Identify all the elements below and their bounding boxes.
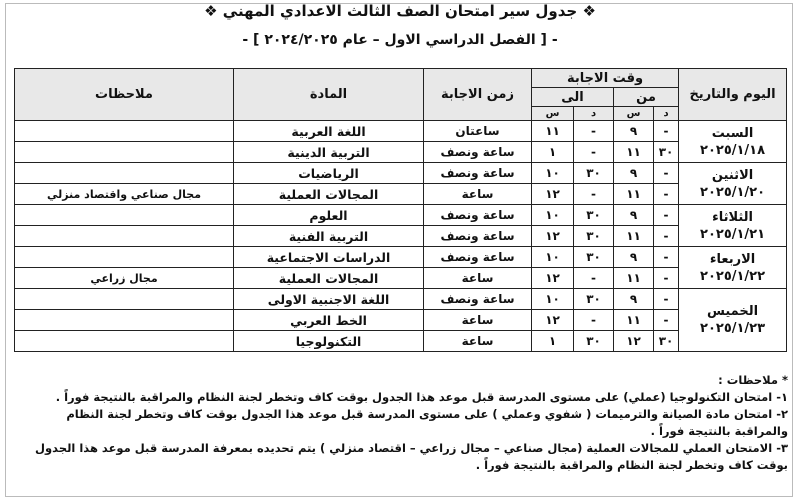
from-minute-cell: - bbox=[654, 121, 679, 142]
note-item: ٣- الامتحان العملي للمجالات العملية (مجال صناعي – مجال زراعي – اقتصاد منزلي ) يتم تحديده بمعرفة المدرسة قبل موعد هذا الجدول بوقت كاف وتخطر لجنة النظام والمراقبة بالنتيجة فوراً . bbox=[35, 441, 788, 472]
to-hour-cell: ١٠ bbox=[532, 247, 574, 268]
to-hour-cell: ١٠ bbox=[532, 205, 574, 226]
subject-cell: التربية الدينية bbox=[234, 142, 424, 163]
subject-cell: العلوم bbox=[234, 205, 424, 226]
header-day-date: اليوم والتاريخ bbox=[679, 69, 787, 121]
subject-cell: التربية الفنية bbox=[234, 226, 424, 247]
from-hour-cell: ٩ bbox=[614, 289, 654, 310]
duration-cell: ساعة ونصف bbox=[424, 226, 532, 247]
header-to: الى bbox=[532, 88, 614, 107]
note-cell bbox=[15, 121, 234, 142]
subject-cell: اللغة العربية bbox=[234, 121, 424, 142]
header-notes: ملاحظات bbox=[15, 69, 234, 121]
day-name: الاربعاء bbox=[709, 251, 756, 267]
exam-date: ٢٠٢٥/١/٢٢ bbox=[700, 268, 766, 284]
to-minute-cell: - bbox=[574, 268, 614, 289]
table-row bbox=[15, 310, 787, 331]
subject-cell: اللغة الاجنبية الاولى bbox=[234, 289, 424, 310]
to-minute-cell: - bbox=[574, 121, 614, 142]
notes-section bbox=[12, 372, 788, 474]
notes-heading: * ملاحظات : bbox=[718, 373, 788, 387]
to-hour-cell: ١٠ bbox=[532, 163, 574, 184]
subject-cell: المجالات العملية bbox=[234, 268, 424, 289]
from-minute-cell: - bbox=[654, 205, 679, 226]
note-cell bbox=[15, 331, 234, 352]
from-minute-cell: - bbox=[654, 163, 679, 184]
table-row bbox=[15, 163, 787, 184]
duration-cell: ساعة bbox=[424, 268, 532, 289]
from-hour-cell: ١١ bbox=[614, 226, 654, 247]
to-hour-cell: ١ bbox=[532, 331, 574, 352]
note-cell bbox=[15, 226, 234, 247]
table-row bbox=[15, 289, 787, 310]
from-minute-cell: ٣٠ bbox=[654, 142, 679, 163]
day-date-cell bbox=[679, 205, 787, 247]
table-row bbox=[15, 142, 787, 163]
to-minute-cell: ٣٠ bbox=[574, 226, 614, 247]
from-hour-cell: ٩ bbox=[614, 121, 654, 142]
header-to-hour: س bbox=[532, 107, 574, 121]
note-cell: مجال زراعي bbox=[15, 268, 234, 289]
from-minute-cell: - bbox=[654, 268, 679, 289]
exam-date: ٢٠٢٥/١/١٨ bbox=[700, 142, 766, 158]
table-row bbox=[15, 247, 787, 268]
header-from-minute: د bbox=[654, 107, 679, 121]
day-name: الاثنين bbox=[711, 167, 754, 183]
from-minute-cell: ٣٠ bbox=[654, 331, 679, 352]
day-date-cell bbox=[679, 163, 787, 205]
duration-cell: ساعتان bbox=[424, 121, 532, 142]
subject-cell: المجالات العملية bbox=[234, 184, 424, 205]
table-row bbox=[15, 205, 787, 226]
to-hour-cell: ١٢ bbox=[532, 268, 574, 289]
duration-cell: ساعة ونصف bbox=[424, 247, 532, 268]
from-hour-cell: ٩ bbox=[614, 205, 654, 226]
to-hour-cell: ١٢ bbox=[532, 184, 574, 205]
subject-cell: التكنولوجيا bbox=[234, 331, 424, 352]
to-hour-cell: ١ bbox=[532, 142, 574, 163]
day-date-cell bbox=[679, 121, 787, 163]
table-row bbox=[15, 184, 787, 205]
subject-cell: الدراسات الاجتماعية bbox=[234, 247, 424, 268]
header-from: من bbox=[614, 88, 679, 107]
to-hour-cell: ١٢ bbox=[532, 310, 574, 331]
header-duration: زمن الاجابة bbox=[424, 69, 532, 121]
to-minute-cell: - bbox=[574, 184, 614, 205]
exam-schedule-table bbox=[14, 68, 787, 352]
to-hour-cell: ١٠ bbox=[532, 289, 574, 310]
from-minute-cell: - bbox=[654, 310, 679, 331]
from-minute-cell: - bbox=[654, 184, 679, 205]
note-item: ٢- امتحان مادة الصيانة والترميمات ( شفوي وعملي ) على مستوى المدرسة قبل موعد هذا الجدول بوقت كاف وتخطر لجنة النظام والمراقبة بالنتيجة فوراً . bbox=[66, 407, 788, 438]
from-minute-cell: - bbox=[654, 289, 679, 310]
page-subtitle: - [ الفصل الدراسي الاول – عام ٢٠٢٤/٢٠٢٥ ] - bbox=[242, 32, 558, 48]
day-name: السبت bbox=[711, 125, 754, 141]
duration-cell: ساعة bbox=[424, 331, 532, 352]
exam-date: ٢٠٢٥/١/٢١ bbox=[700, 226, 766, 242]
to-hour-cell: ١١ bbox=[532, 121, 574, 142]
from-hour-cell: ١١ bbox=[614, 310, 654, 331]
from-minute-cell: - bbox=[654, 226, 679, 247]
to-minute-cell: ٣٠ bbox=[574, 289, 614, 310]
duration-cell: ساعة ونصف bbox=[424, 142, 532, 163]
header-from-hour: س bbox=[614, 107, 654, 121]
from-hour-cell: ٩ bbox=[614, 247, 654, 268]
table-row bbox=[15, 331, 787, 352]
duration-cell: ساعة ونصف bbox=[424, 205, 532, 226]
note-cell bbox=[15, 205, 234, 226]
exam-date: ٢٠٢٥/١/٢٠ bbox=[700, 184, 766, 200]
from-hour-cell: ١١ bbox=[614, 184, 654, 205]
note-cell: مجال صناعي واقتصاد منزلي bbox=[15, 184, 234, 205]
to-hour-cell: ١٢ bbox=[532, 226, 574, 247]
note-cell bbox=[15, 247, 234, 268]
duration-cell: ساعة bbox=[424, 184, 532, 205]
note-cell bbox=[15, 289, 234, 310]
from-hour-cell: ١٢ bbox=[614, 331, 654, 352]
table-row bbox=[15, 268, 787, 289]
from-hour-cell: ١١ bbox=[614, 268, 654, 289]
from-hour-cell: ٩ bbox=[614, 163, 654, 184]
day-name: الخميس bbox=[706, 304, 759, 319]
to-minute-cell: ٣٠ bbox=[574, 205, 614, 226]
day-name: الثلاثاء bbox=[712, 209, 754, 225]
page-title: ❖ جدول سير امتحان الصف الثالث الاعدادي المهني ❖ bbox=[204, 2, 596, 20]
note-cell bbox=[15, 163, 234, 184]
subject-cell: الرياضيات bbox=[234, 163, 424, 184]
table-row bbox=[15, 226, 787, 247]
header-answer-time: وقت الاجابة bbox=[532, 69, 679, 88]
to-minute-cell: ٣٠ bbox=[574, 163, 614, 184]
header-to-minute: د bbox=[574, 107, 614, 121]
to-minute-cell: ٣٠ bbox=[574, 247, 614, 268]
from-minute-cell: - bbox=[654, 247, 679, 268]
to-minute-cell: ٣٠ bbox=[574, 331, 614, 352]
duration-cell: ساعة bbox=[424, 310, 532, 331]
from-hour-cell: ١١ bbox=[614, 142, 654, 163]
exam-date: ٢٠٢٥/١/٢٣ bbox=[700, 321, 766, 336]
header-subject: المادة bbox=[234, 69, 424, 121]
note-cell bbox=[15, 142, 234, 163]
duration-cell: ساعة ونصف bbox=[424, 289, 532, 310]
to-minute-cell: - bbox=[574, 310, 614, 331]
note-item: ١- امتحان التكنولوجيا (عملي) على مستوى المدرسة قبل موعد هذا الجدول بوقت كاف وتخطر لجنة النظام والمراقبة بالنتيجة فوراً . bbox=[55, 390, 788, 404]
day-date-cell bbox=[679, 289, 787, 352]
note-cell bbox=[15, 310, 234, 331]
day-date-cell bbox=[679, 247, 787, 289]
duration-cell: ساعة ونصف bbox=[424, 163, 532, 184]
table-row bbox=[15, 121, 787, 142]
to-minute-cell: - bbox=[574, 142, 614, 163]
subject-cell: الخط العربي bbox=[234, 310, 424, 331]
